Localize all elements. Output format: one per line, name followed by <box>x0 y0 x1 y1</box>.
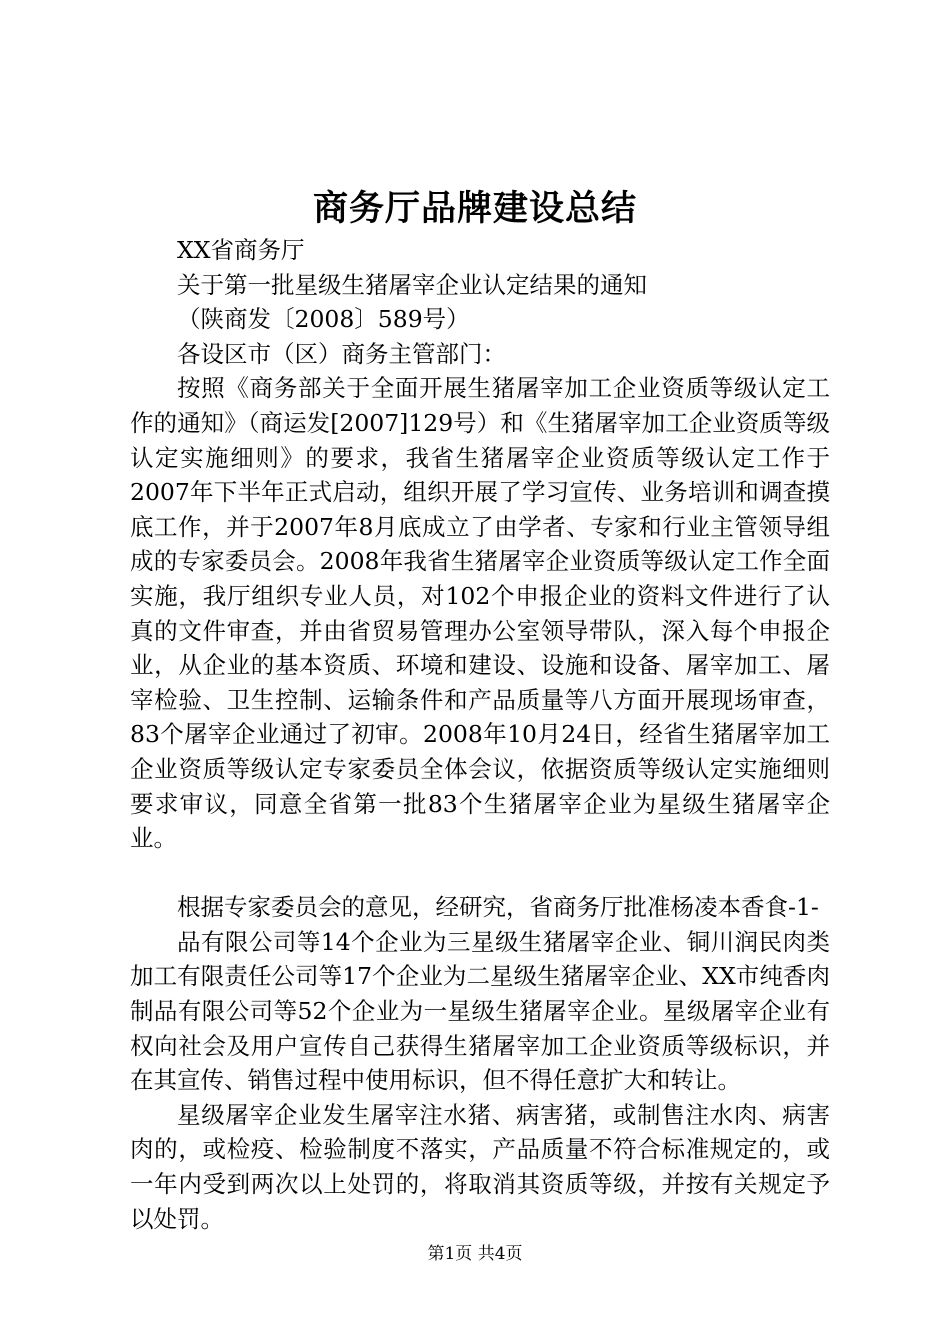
document-title: 商务厅品牌建设总结 <box>312 188 637 229</box>
document-body <box>130 233 830 1236</box>
page-number-footer: 第1页 共4页 <box>427 1244 523 1264</box>
body-paragraph-1: 按照《商务部关于全面开展生猪屠宰加工企业资质等级认定工作的通知》（商运发[2007]129号）和《生猪屠宰加工企业资质等级认定实施细则》的要求，我省生猪屠宰企业资质等级认定工作于2007年下半年正式启动，组织开展了学习宣传、业务培训和调查摸底工作，并于2007年8月底成立了由学者、专家和行业主管领导组成的专家委员会。2008年我省生猪屠宰企业资质等级认定工作全面实施，我厅组织专业人员，对102个申报企业的资料文件进行了认真的文件审查，并由省贸易管理办公室领导带队，深入每个申报企业，从企业的基本资质、环境和建设、设施和设备、屠宰加工、屠宰检验、卫生控制、运输条件和产品质量等八方面开展现场审查，83个屠宰企业通过了初审。2008年10月24日，经省生猪屠宰加工企业资质等级认定专家委员全体会议，依据资质等级认定实施细则要求审议，同意全省第一批83个生猪屠宰企业为星级生猪屠宰企业。 <box>130 374 830 853</box>
notice-title-line: 关于第一批星级生猪屠宰企业认定结果的通知 <box>177 270 647 299</box>
document-number-line: （陕商发〔2008〕589号） <box>177 305 470 334</box>
body-paragraph-4: 星级屠宰企业发生屠宰注水猪、病害猪，或制售注水肉、病害肉的，或检疫、检验制度不落实，产品质量不符合标准规定的，或一年内受到两次以上处罚的，将取消其资质等级，并按有关规定予以处罚。 <box>130 1100 830 1233</box>
issuer-line: XX省商务厅 <box>177 236 305 264</box>
body-paragraph-2: 根据专家委员会的意见，经研究，省商务厅批准杨凌本香食-1- <box>177 893 819 922</box>
body-paragraph-3: 品有限公司等14个企业为三星级生猪屠宰企业、铜川润民肉类加工有限责任公司等17个企业为二星级生猪屠宰企业、XX市纯香肉制品有限公司等52个企业为一星级生猪屠宰企业。星级屠宰企业有权向社会及用户宣传自己获得生猪屠宰加工企业资质等级标识，并在其宣传、销售过程中使用标识，但不得任意扩大和转让。 <box>130 927 830 1095</box>
recipient-line: 各设区市（区）商务主管部门： <box>177 339 506 368</box>
